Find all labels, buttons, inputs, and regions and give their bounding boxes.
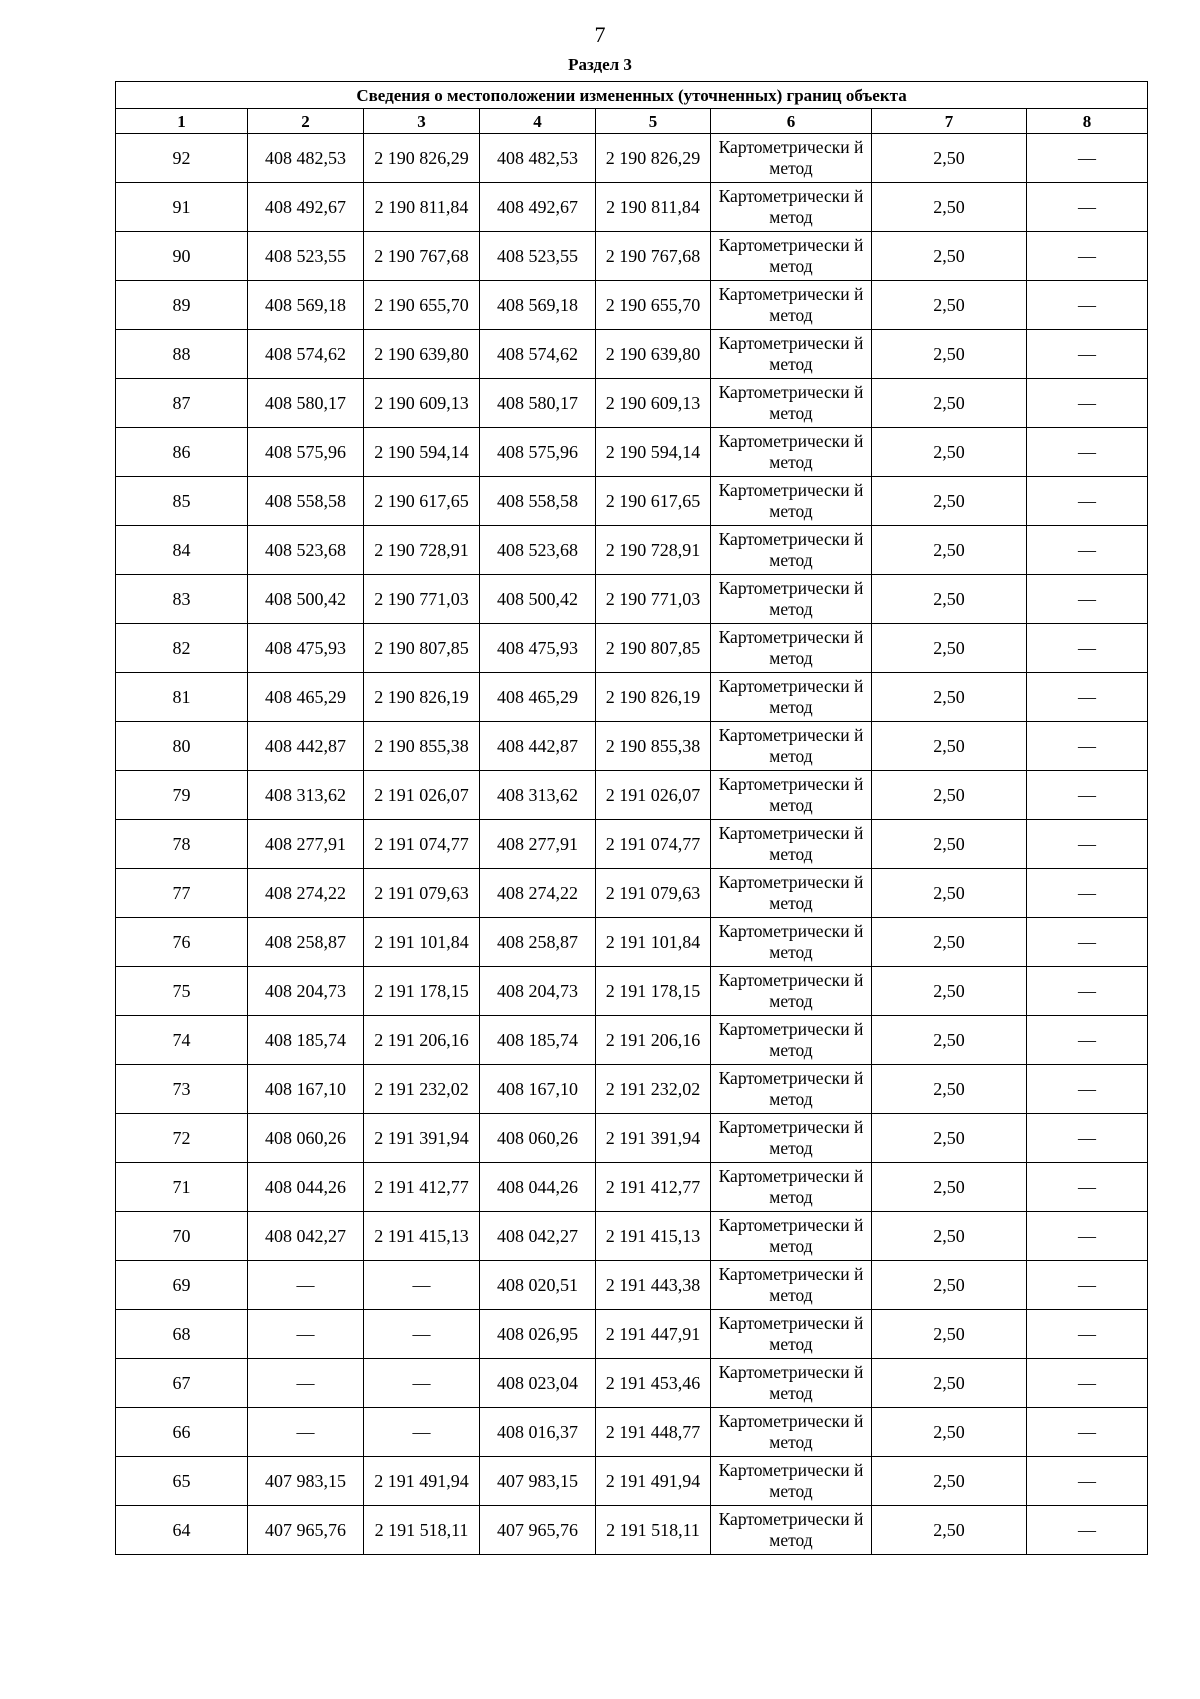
point-number-cell: 64 xyxy=(116,1506,248,1555)
x-new-cell: 408 042,27 xyxy=(480,1212,596,1261)
point-number-cell: 72 xyxy=(116,1114,248,1163)
y-new-cell: 2 191 443,38 xyxy=(596,1261,711,1310)
y-new-cell: 2 191 448,77 xyxy=(596,1408,711,1457)
y-old-cell: 2 190 807,85 xyxy=(364,624,480,673)
y-new-cell: 2 191 101,84 xyxy=(596,918,711,967)
point-number-cell: 75 xyxy=(116,967,248,1016)
note-cell: — xyxy=(1027,673,1148,722)
y-old-cell: 2 190 826,29 xyxy=(364,134,480,183)
column-number-3: 3 xyxy=(364,109,480,134)
accuracy-cell: 2,50 xyxy=(872,918,1027,967)
note-cell: — xyxy=(1027,967,1148,1016)
accuracy-cell: 2,50 xyxy=(872,1212,1027,1261)
point-number-cell: 92 xyxy=(116,134,248,183)
y-old-cell: 2 190 728,91 xyxy=(364,526,480,575)
table-row xyxy=(116,477,1148,526)
method-cell: Картометрически й метод xyxy=(711,1114,872,1163)
method-cell: Картометрически й метод xyxy=(711,918,872,967)
table-row xyxy=(116,1212,1148,1261)
column-number-8: 8 xyxy=(1027,109,1148,134)
x-old-cell: 408 482,53 xyxy=(248,134,364,183)
method-cell: Картометрически й метод xyxy=(711,1261,872,1310)
y-old-cell: 2 190 655,70 xyxy=(364,281,480,330)
x-new-cell: 408 026,95 xyxy=(480,1310,596,1359)
y-old-cell: 2 191 491,94 xyxy=(364,1457,480,1506)
x-new-cell: 408 060,26 xyxy=(480,1114,596,1163)
point-number-cell: 87 xyxy=(116,379,248,428)
note-cell: — xyxy=(1027,1114,1148,1163)
x-old-cell: — xyxy=(248,1408,364,1457)
column-number-5: 5 xyxy=(596,109,711,134)
y-old-cell: 2 191 391,94 xyxy=(364,1114,480,1163)
note-cell: — xyxy=(1027,232,1148,281)
accuracy-cell: 2,50 xyxy=(872,281,1027,330)
x-new-cell: 408 258,87 xyxy=(480,918,596,967)
y-new-cell: 2 191 453,46 xyxy=(596,1359,711,1408)
y-old-cell: 2 191 415,13 xyxy=(364,1212,480,1261)
note-cell: — xyxy=(1027,820,1148,869)
y-new-cell: 2 190 855,38 xyxy=(596,722,711,771)
note-cell: — xyxy=(1027,722,1148,771)
point-number-cell: 85 xyxy=(116,477,248,526)
y-new-cell: 2 191 518,11 xyxy=(596,1506,711,1555)
y-old-cell: 2 191 232,02 xyxy=(364,1065,480,1114)
table-row xyxy=(116,869,1148,918)
note-cell: — xyxy=(1027,1506,1148,1555)
accuracy-cell: 2,50 xyxy=(872,134,1027,183)
y-old-cell: 2 190 639,80 xyxy=(364,330,480,379)
x-new-cell: 408 574,62 xyxy=(480,330,596,379)
y-old-cell: 2 191 079,63 xyxy=(364,869,480,918)
table-row xyxy=(116,379,1148,428)
point-number-cell: 76 xyxy=(116,918,248,967)
x-old-cell: 408 569,18 xyxy=(248,281,364,330)
x-old-cell: 408 185,74 xyxy=(248,1016,364,1065)
x-old-cell: — xyxy=(248,1261,364,1310)
point-number-cell: 73 xyxy=(116,1065,248,1114)
x-old-cell: 408 475,93 xyxy=(248,624,364,673)
table-row xyxy=(116,1457,1148,1506)
table-row xyxy=(116,183,1148,232)
accuracy-cell: 2,50 xyxy=(872,1163,1027,1212)
method-cell: Картометрически й метод xyxy=(711,134,872,183)
x-old-cell: 408 575,96 xyxy=(248,428,364,477)
table-row xyxy=(116,967,1148,1016)
y-old-cell: — xyxy=(364,1310,480,1359)
point-number-cell: 80 xyxy=(116,722,248,771)
method-cell: Картометрически й метод xyxy=(711,379,872,428)
note-cell: — xyxy=(1027,379,1148,428)
method-cell: Картометрически й метод xyxy=(711,1065,872,1114)
table-row xyxy=(116,428,1148,477)
x-new-cell: 408 482,53 xyxy=(480,134,596,183)
point-number-cell: 81 xyxy=(116,673,248,722)
accuracy-cell: 2,50 xyxy=(872,330,1027,379)
y-old-cell: 2 190 767,68 xyxy=(364,232,480,281)
y-new-cell: 2 190 767,68 xyxy=(596,232,711,281)
x-old-cell: 407 965,76 xyxy=(248,1506,364,1555)
y-old-cell: 2 190 826,19 xyxy=(364,673,480,722)
method-cell: Картометрически й метод xyxy=(711,967,872,1016)
boundary-coordinates-table xyxy=(115,81,1148,1555)
method-cell: Картометрически й метод xyxy=(711,330,872,379)
x-old-cell: 408 044,26 xyxy=(248,1163,364,1212)
y-new-cell: 2 191 447,91 xyxy=(596,1310,711,1359)
note-cell: — xyxy=(1027,1261,1148,1310)
y-old-cell: — xyxy=(364,1261,480,1310)
method-cell: Картометрически й метод xyxy=(711,1212,872,1261)
method-cell: Картометрически й метод xyxy=(711,820,872,869)
x-old-cell: 408 204,73 xyxy=(248,967,364,1016)
point-number-cell: 83 xyxy=(116,575,248,624)
x-old-cell: 408 042,27 xyxy=(248,1212,364,1261)
y-old-cell: 2 191 074,77 xyxy=(364,820,480,869)
x-new-cell: 408 523,55 xyxy=(480,232,596,281)
x-new-cell: 408 475,93 xyxy=(480,624,596,673)
x-new-cell: 408 500,42 xyxy=(480,575,596,624)
accuracy-cell: 2,50 xyxy=(872,624,1027,673)
y-old-cell: 2 190 609,13 xyxy=(364,379,480,428)
y-new-cell: 2 190 728,91 xyxy=(596,526,711,575)
note-cell: — xyxy=(1027,1065,1148,1114)
x-old-cell: 408 558,58 xyxy=(248,477,364,526)
point-number-cell: 79 xyxy=(116,771,248,820)
note-cell: — xyxy=(1027,134,1148,183)
accuracy-cell: 2,50 xyxy=(872,722,1027,771)
y-new-cell: 2 190 826,19 xyxy=(596,673,711,722)
y-new-cell: 2 190 655,70 xyxy=(596,281,711,330)
point-number-cell: 65 xyxy=(116,1457,248,1506)
note-cell: — xyxy=(1027,330,1148,379)
x-new-cell: 408 044,26 xyxy=(480,1163,596,1212)
y-old-cell: 2 190 771,03 xyxy=(364,575,480,624)
table-row xyxy=(116,232,1148,281)
y-old-cell: 2 191 101,84 xyxy=(364,918,480,967)
x-old-cell: 408 580,17 xyxy=(248,379,364,428)
point-number-cell: 86 xyxy=(116,428,248,477)
method-cell: Картометрически й метод xyxy=(711,673,872,722)
y-new-cell: 2 191 206,16 xyxy=(596,1016,711,1065)
x-new-cell: 408 277,91 xyxy=(480,820,596,869)
note-cell: — xyxy=(1027,624,1148,673)
method-cell: Картометрически й метод xyxy=(711,1310,872,1359)
table-row xyxy=(116,1359,1148,1408)
accuracy-cell: 2,50 xyxy=(872,575,1027,624)
method-cell: Картометрически й метод xyxy=(711,1359,872,1408)
accuracy-cell: 2,50 xyxy=(872,428,1027,477)
section-title: Раздел 3 xyxy=(568,55,632,74)
x-new-cell: 408 167,10 xyxy=(480,1065,596,1114)
column-number-6: 6 xyxy=(711,109,872,134)
y-new-cell: 2 191 074,77 xyxy=(596,820,711,869)
x-old-cell: 408 274,22 xyxy=(248,869,364,918)
y-old-cell: 2 190 594,14 xyxy=(364,428,480,477)
table-row xyxy=(116,918,1148,967)
note-cell: — xyxy=(1027,1016,1148,1065)
method-cell: Картометрически й метод xyxy=(711,1163,872,1212)
table-body xyxy=(116,134,1148,1555)
x-old-cell: — xyxy=(248,1359,364,1408)
point-number-cell: 67 xyxy=(116,1359,248,1408)
table-row xyxy=(116,1016,1148,1065)
y-new-cell: 2 191 412,77 xyxy=(596,1163,711,1212)
y-old-cell: 2 190 855,38 xyxy=(364,722,480,771)
note-cell: — xyxy=(1027,1163,1148,1212)
method-cell: Картометрически й метод xyxy=(711,477,872,526)
note-cell: — xyxy=(1027,1457,1148,1506)
point-number-cell: 71 xyxy=(116,1163,248,1212)
method-cell: Картометрически й метод xyxy=(711,1016,872,1065)
method-cell: Картометрически й метод xyxy=(711,1457,872,1506)
x-old-cell: 408 492,67 xyxy=(248,183,364,232)
point-number-cell: 88 xyxy=(116,330,248,379)
table-row xyxy=(116,771,1148,820)
point-number-cell: 91 xyxy=(116,183,248,232)
x-old-cell: 408 465,29 xyxy=(248,673,364,722)
accuracy-cell: 2,50 xyxy=(872,1261,1027,1310)
method-cell: Картометрически й метод xyxy=(711,526,872,575)
y-new-cell: 2 190 826,29 xyxy=(596,134,711,183)
x-new-cell: 408 580,17 xyxy=(480,379,596,428)
accuracy-cell: 2,50 xyxy=(872,1506,1027,1555)
accuracy-cell: 2,50 xyxy=(872,820,1027,869)
y-new-cell: 2 191 232,02 xyxy=(596,1065,711,1114)
y-new-cell: 2 190 807,85 xyxy=(596,624,711,673)
method-cell: Картометрически й метод xyxy=(711,1506,872,1555)
column-number-1: 1 xyxy=(116,109,248,134)
table-row xyxy=(116,1408,1148,1457)
x-old-cell: 408 574,62 xyxy=(248,330,364,379)
y-new-cell: 2 191 391,94 xyxy=(596,1114,711,1163)
y-new-cell: 2 190 609,13 xyxy=(596,379,711,428)
y-new-cell: 2 191 415,13 xyxy=(596,1212,711,1261)
y-new-cell: 2 190 811,84 xyxy=(596,183,711,232)
method-cell: Картометрически й метод xyxy=(711,183,872,232)
y-new-cell: 2 190 594,14 xyxy=(596,428,711,477)
x-new-cell: 408 313,62 xyxy=(480,771,596,820)
note-cell: — xyxy=(1027,869,1148,918)
column-number-2: 2 xyxy=(248,109,364,134)
table-row xyxy=(116,526,1148,575)
x-old-cell: 408 500,42 xyxy=(248,575,364,624)
x-old-cell: 408 167,10 xyxy=(248,1065,364,1114)
table-row xyxy=(116,820,1148,869)
y-new-cell: 2 191 491,94 xyxy=(596,1457,711,1506)
y-old-cell: 2 191 412,77 xyxy=(364,1163,480,1212)
table-row xyxy=(116,1163,1148,1212)
x-new-cell: 407 965,76 xyxy=(480,1506,596,1555)
y-old-cell: 2 191 026,07 xyxy=(364,771,480,820)
accuracy-cell: 2,50 xyxy=(872,1114,1027,1163)
accuracy-cell: 2,50 xyxy=(872,1359,1027,1408)
x-new-cell: 408 523,68 xyxy=(480,526,596,575)
note-cell: — xyxy=(1027,575,1148,624)
table-row xyxy=(116,1114,1148,1163)
x-old-cell: 408 523,55 xyxy=(248,232,364,281)
y-old-cell: 2 191 178,15 xyxy=(364,967,480,1016)
table-caption: Сведения о местоположении измененных (уточненных) границ объекта xyxy=(116,82,1148,109)
x-new-cell: 408 575,96 xyxy=(480,428,596,477)
x-old-cell: 408 442,87 xyxy=(248,722,364,771)
note-cell: — xyxy=(1027,1212,1148,1261)
x-new-cell: 408 274,22 xyxy=(480,869,596,918)
accuracy-cell: 2,50 xyxy=(872,771,1027,820)
table-row xyxy=(116,1310,1148,1359)
y-old-cell: 2 191 206,16 xyxy=(364,1016,480,1065)
method-cell: Картометрически й метод xyxy=(711,771,872,820)
y-new-cell: 2 190 771,03 xyxy=(596,575,711,624)
point-number-cell: 70 xyxy=(116,1212,248,1261)
point-number-cell: 74 xyxy=(116,1016,248,1065)
y-old-cell: 2 190 617,65 xyxy=(364,477,480,526)
accuracy-cell: 2,50 xyxy=(872,183,1027,232)
x-new-cell: 408 185,74 xyxy=(480,1016,596,1065)
x-new-cell: 407 983,15 xyxy=(480,1457,596,1506)
y-new-cell: 2 191 079,63 xyxy=(596,869,711,918)
x-new-cell: 408 020,51 xyxy=(480,1261,596,1310)
point-number-cell: 90 xyxy=(116,232,248,281)
point-number-cell: 69 xyxy=(116,1261,248,1310)
x-new-cell: 408 465,29 xyxy=(480,673,596,722)
method-cell: Картометрически й метод xyxy=(711,232,872,281)
note-cell: — xyxy=(1027,477,1148,526)
y-new-cell: 2 190 617,65 xyxy=(596,477,711,526)
point-number-cell: 66 xyxy=(116,1408,248,1457)
column-number-4: 4 xyxy=(480,109,596,134)
point-number-cell: 77 xyxy=(116,869,248,918)
accuracy-cell: 2,50 xyxy=(872,869,1027,918)
column-number-row xyxy=(116,109,1148,134)
x-old-cell: 408 277,91 xyxy=(248,820,364,869)
method-cell: Картометрически й метод xyxy=(711,1408,872,1457)
page-number: 7 xyxy=(594,22,606,47)
point-number-cell: 68 xyxy=(116,1310,248,1359)
method-cell: Картометрически й метод xyxy=(711,869,872,918)
table-row xyxy=(116,134,1148,183)
note-cell: — xyxy=(1027,918,1148,967)
point-number-cell: 82 xyxy=(116,624,248,673)
x-old-cell: 408 523,68 xyxy=(248,526,364,575)
table-row xyxy=(116,330,1148,379)
x-new-cell: 408 204,73 xyxy=(480,967,596,1016)
y-old-cell: — xyxy=(364,1359,480,1408)
x-old-cell: 408 313,62 xyxy=(248,771,364,820)
note-cell: — xyxy=(1027,771,1148,820)
x-new-cell: 408 442,87 xyxy=(480,722,596,771)
table-row xyxy=(116,1506,1148,1555)
method-cell: Картометрически й метод xyxy=(711,281,872,330)
x-old-cell: 408 060,26 xyxy=(248,1114,364,1163)
accuracy-cell: 2,50 xyxy=(872,379,1027,428)
y-old-cell: — xyxy=(364,1408,480,1457)
y-old-cell: 2 190 811,84 xyxy=(364,183,480,232)
table-row xyxy=(116,624,1148,673)
accuracy-cell: 2,50 xyxy=(872,526,1027,575)
note-cell: — xyxy=(1027,526,1148,575)
note-cell: — xyxy=(1027,1310,1148,1359)
accuracy-cell: 2,50 xyxy=(872,1457,1027,1506)
x-new-cell: 408 023,04 xyxy=(480,1359,596,1408)
y-old-cell: 2 191 518,11 xyxy=(364,1506,480,1555)
x-old-cell: 408 258,87 xyxy=(248,918,364,967)
accuracy-cell: 2,50 xyxy=(872,477,1027,526)
accuracy-cell: 2,50 xyxy=(872,673,1027,722)
note-cell: — xyxy=(1027,1359,1148,1408)
accuracy-cell: 2,50 xyxy=(872,1310,1027,1359)
point-number-cell: 84 xyxy=(116,526,248,575)
column-number-7: 7 xyxy=(872,109,1027,134)
table-row xyxy=(116,1261,1148,1310)
accuracy-cell: 2,50 xyxy=(872,1408,1027,1457)
accuracy-cell: 2,50 xyxy=(872,1065,1027,1114)
y-new-cell: 2 191 026,07 xyxy=(596,771,711,820)
table-row xyxy=(116,1065,1148,1114)
point-number-cell: 89 xyxy=(116,281,248,330)
note-cell: — xyxy=(1027,281,1148,330)
note-cell: — xyxy=(1027,183,1148,232)
x-new-cell: 408 492,67 xyxy=(480,183,596,232)
method-cell: Картометрически й метод xyxy=(711,428,872,477)
table-row xyxy=(116,575,1148,624)
x-new-cell: 408 558,58 xyxy=(480,477,596,526)
note-cell: — xyxy=(1027,1408,1148,1457)
y-new-cell: 2 190 639,80 xyxy=(596,330,711,379)
accuracy-cell: 2,50 xyxy=(872,1016,1027,1065)
table-row xyxy=(116,722,1148,771)
accuracy-cell: 2,50 xyxy=(872,232,1027,281)
accuracy-cell: 2,50 xyxy=(872,967,1027,1016)
x-new-cell: 408 016,37 xyxy=(480,1408,596,1457)
x-old-cell: 407 983,15 xyxy=(248,1457,364,1506)
method-cell: Картометрически й метод xyxy=(711,722,872,771)
x-old-cell: — xyxy=(248,1310,364,1359)
point-number-cell: 78 xyxy=(116,820,248,869)
x-new-cell: 408 569,18 xyxy=(480,281,596,330)
table-row xyxy=(116,281,1148,330)
table-row xyxy=(116,673,1148,722)
method-cell: Картометрически й метод xyxy=(711,624,872,673)
method-cell: Картометрически й метод xyxy=(711,575,872,624)
y-new-cell: 2 191 178,15 xyxy=(596,967,711,1016)
note-cell: — xyxy=(1027,428,1148,477)
